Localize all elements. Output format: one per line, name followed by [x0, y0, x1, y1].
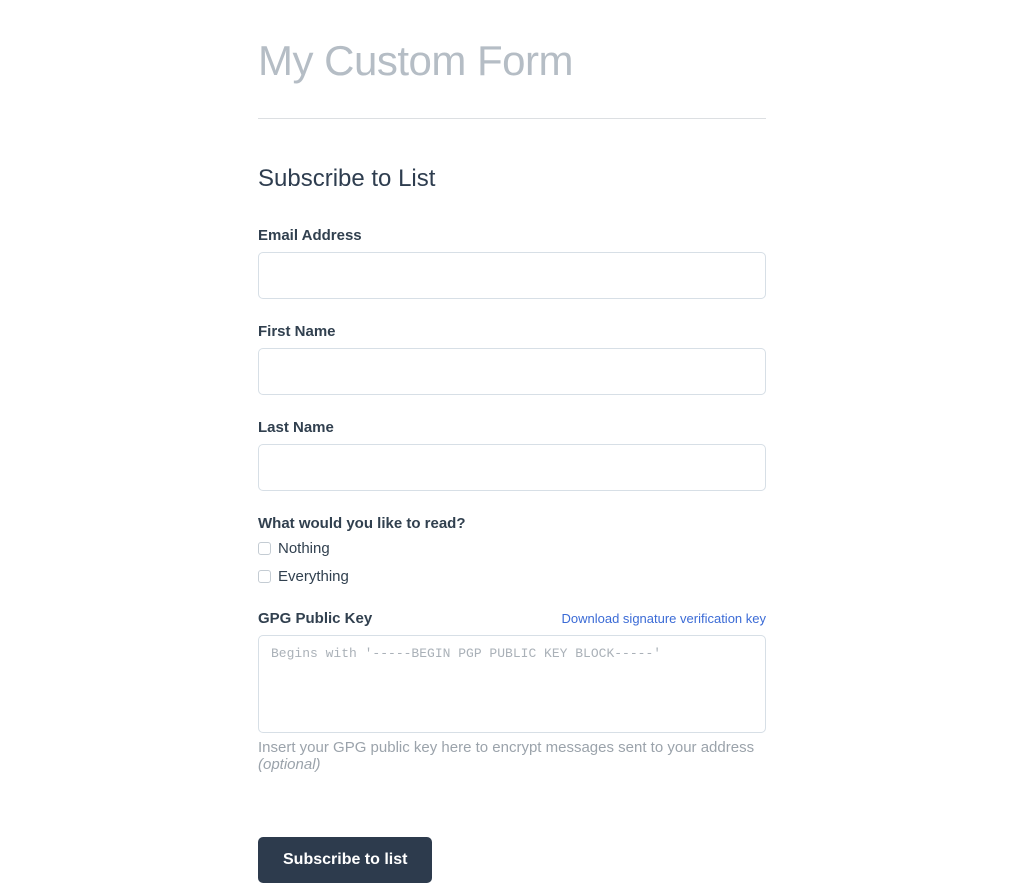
page-title: My Custom Form: [258, 37, 574, 84]
email-field-group: [258, 227, 766, 299]
form-heading: Subscribe to List: [258, 165, 436, 193]
gpg-help-text: [258, 739, 766, 773]
first-name-label: First Name: [258, 323, 336, 341]
download-verification-key-link[interactable]: Download signature verification key: [561, 611, 766, 627]
first-name-field-group: [258, 323, 766, 395]
checkbox-row-nothing[interactable]: [258, 540, 766, 557]
gpg-public-key-field[interactable]: [258, 635, 766, 733]
nothing-checkbox-label: Nothing: [278, 540, 330, 558]
email-label: Email Address: [258, 227, 362, 245]
gpg-help-main: Insert your GPG public key here to encrypt messages sent to your address: [258, 739, 755, 757]
gpg-field-group: [258, 610, 766, 773]
interests-group: [258, 515, 766, 585]
gpg-label: GPG Public Key: [258, 610, 373, 628]
everything-checkbox[interactable]: [258, 570, 271, 583]
title-divider: [258, 118, 766, 119]
gpg-help-optional: (optional): [258, 756, 321, 774]
nothing-checkbox[interactable]: [258, 542, 271, 555]
interests-label: What would you like to read?: [258, 515, 466, 533]
first-name-field[interactable]: [258, 348, 766, 395]
checkbox-row-everything[interactable]: [258, 568, 766, 585]
last-name-field[interactable]: [258, 444, 766, 491]
everything-checkbox-label: Everything: [278, 568, 349, 586]
email-field[interactable]: [258, 252, 766, 299]
last-name-field-group: [258, 419, 766, 491]
form-container: [258, 0, 766, 883]
gpg-header: [258, 610, 766, 627]
subscribe-button[interactable]: Subscribe to list: [258, 837, 432, 883]
last-name-label: Last Name: [258, 419, 334, 437]
